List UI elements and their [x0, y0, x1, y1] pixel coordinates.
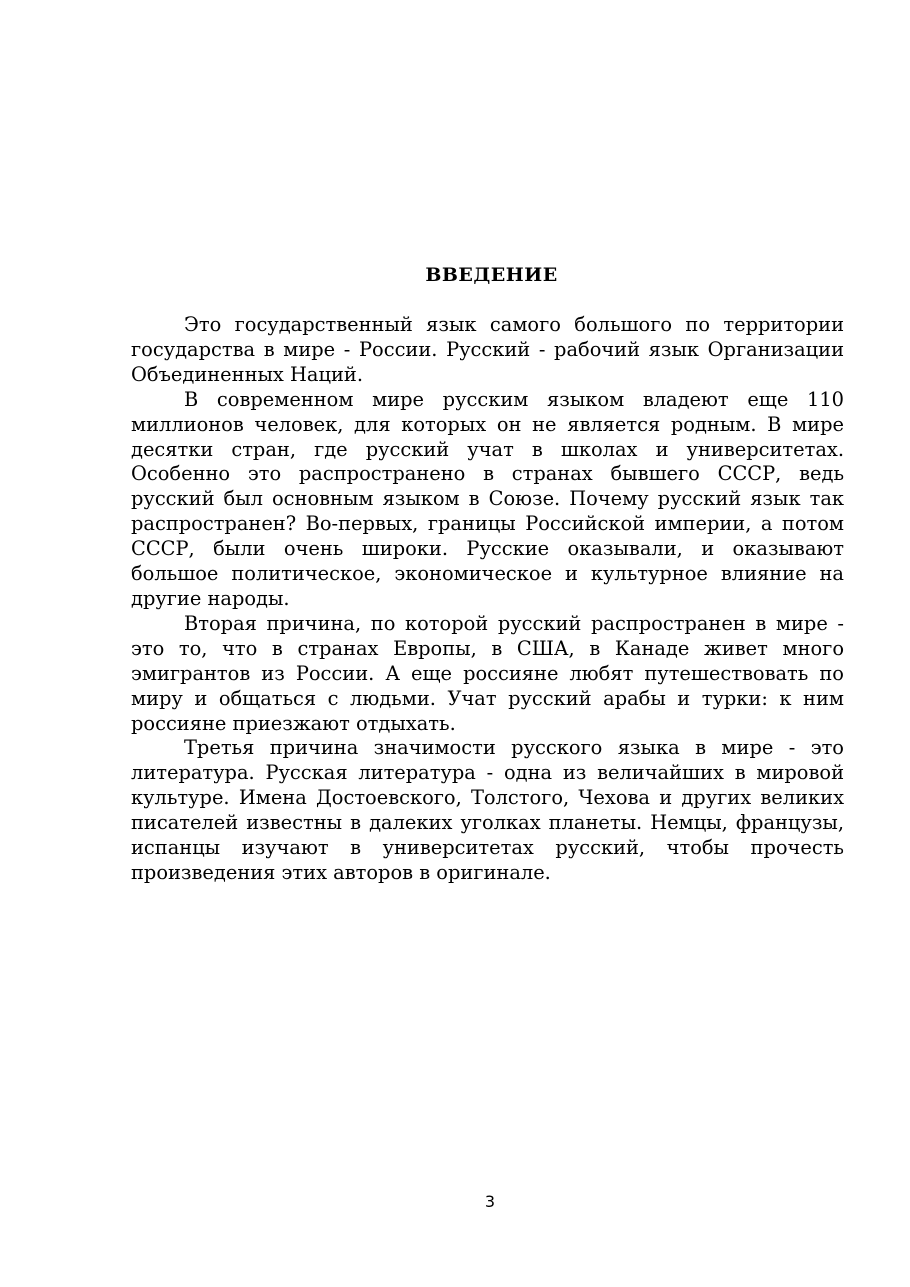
paragraph: Вторая причина, по которой русский распространен в мире - это то, что в странах Европы, в США, в Канаде живет много эмигрантов из России. А еще россияне любят путешествовать по миру и общаться с людьми. Учат русский арабы и турки: к ним россияне приезжают отдыхать.	[131, 611, 844, 735]
section-heading: ВВЕДЕНИЕ	[425, 264, 558, 286]
page-number: 3	[484, 1192, 496, 1211]
paragraph: В современном мире русским языком владеют еще 110 миллионов человек, для которых он не является родным. В мире десятки стран, где русский учат в школах и университетах. Особенно это распространено в странах бывшего СССР, ведь русский был основным языком в Союзе. Почему русский язык так распространен? Во-первых, границы Российской империи, а потом СССР, были очень широки. Русские оказывали, и оказывают большое политическое, экономическое и культурное влияние на другие народы.	[131, 387, 844, 610]
paragraph: Третья причина значимости русского языка в мире - это литература. Русская литература - одна из величайших в мировой культуре. Имена Достоевского, Толстого, Чехова и других великих писателей известны в далеких уголках планеты. Немцы, французы, испанцы изучают в университетах русский, чтобы прочесть произведения этих авторов в оригинале.	[131, 736, 844, 884]
paragraph: Это государственный язык самого большого по территории государства в мире - России. Русский - рабочий язык Организации Объединенных Наций.	[131, 313, 844, 386]
document-body	[131, 263, 844, 886]
